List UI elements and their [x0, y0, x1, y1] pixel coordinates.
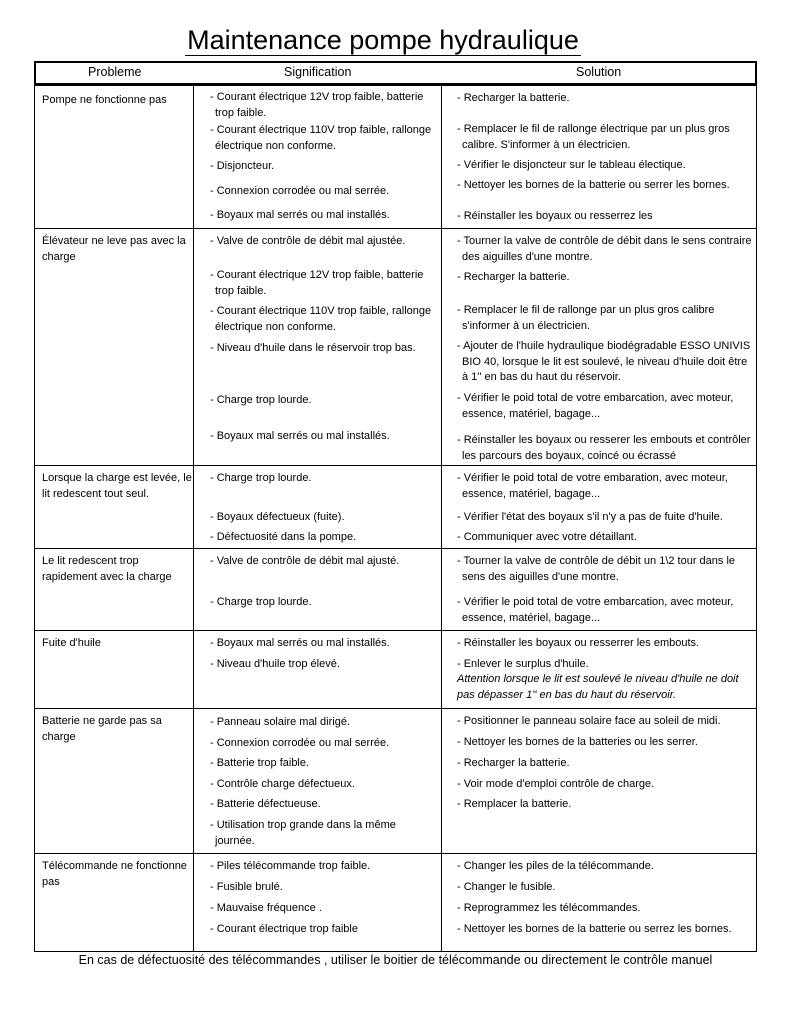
cause-item: - Utilisation trop grande dans la même journée. [210, 819, 396, 847]
cause-item: - Courant électrique 110V trop faible, rallonge électrique non conforme. [210, 305, 432, 333]
solution-item: - Recharger la batterie. [457, 757, 570, 769]
table-row [34, 630, 757, 708]
solution-item: - Remplacer la batterie. [457, 798, 572, 810]
solution-item: - Vérifier le disjoncteur sur le tableau électique. [457, 159, 686, 171]
cause-item: - Connexion corrodée ou mal serrée. [210, 185, 390, 197]
solution-item: - Voir mode d'emploi contrôle de charge. [457, 778, 655, 790]
cause-item: - Boyaux mal serrés ou mal installés. [210, 637, 390, 649]
solution-item: - Changer les piles de la télécommande. [457, 860, 654, 872]
header-meaning: Signification [284, 65, 352, 79]
cause-item: - Panneau solaire mal dirigé. [210, 716, 351, 728]
cause-item: - Contrôle charge défectueux. [210, 778, 355, 790]
solution-item: - Tourner la valve de contrôle de débit dans le sens contraire des aiguilles d'une montre. [457, 235, 752, 263]
solution-item: - Réinstaller les boyaux ou resserrez les [457, 210, 653, 222]
cause-item: - Boyaux mal serrés ou mal installés. [210, 430, 390, 442]
table-row [34, 85, 757, 228]
solution-item: - Nettoyer les bornes de la batteries ou les serrer. [457, 736, 698, 748]
cause-item: - Batterie défectueuse. [210, 798, 321, 810]
solution-item: - Changer le fusible. [457, 881, 556, 893]
cause-item: - Connexion corrodée ou mal serrée. [210, 737, 390, 749]
cause-item: - Valve de contrôle de débit mal ajustée. [210, 235, 406, 247]
cause-item: - Défectuosité dans la pompe. [210, 531, 357, 543]
solution-item: - Enlever le surplus d'huile. [457, 658, 589, 670]
solution-item: - Tourner la valve de contrôle de débit un 1\2 tour dans le sens des aiguilles d'une montre. [457, 555, 736, 583]
header-problem: Probleme [88, 65, 142, 79]
maintenance-table [34, 85, 757, 952]
header-solution: Solution [576, 65, 622, 79]
problem-cell: Fuite d'huile [42, 637, 101, 649]
problem-cell: Pompe ne fonctionne pas [42, 94, 167, 106]
solution-item: - Ajouter de l'huile hydraulique biodégradable ESSO UNIVIS BIO 40, lorsque le lit est soulevé, le niveau d'huile doit être à 1'' en bas du haut du réservoir. [457, 340, 751, 383]
solution-item: - Nettoyer les bornes de la batterie ou serrez les bornes. [457, 923, 732, 935]
solution-item: - Recharger la batterie. [457, 92, 570, 104]
problem-cell: Batterie ne garde pas sa charge [42, 715, 162, 743]
cause-item: - Batterie trop faible. [210, 757, 310, 769]
cause-item: - Valve de contrôle de débit mal ajusté. [210, 555, 400, 567]
solution-item: - Communiquer avec votre détaillant. [457, 531, 637, 543]
problem-cell: Le lit redescent trop rapidement avec la charge [42, 555, 172, 583]
cause-item: - Mauvaise fréquence . [210, 902, 322, 914]
footer-note: En cas de défectuosité des télécommandes , utiliser le boitier de télécommande ou directement le contrôle manuel [78, 953, 713, 967]
solution-item: - Nettoyer les bornes de la batterie ou serrer les bornes. [457, 179, 730, 191]
solution-item: - Réinstaller les boyaux ou resserrer les embouts. [457, 637, 700, 649]
solution-item: - Vérifier le poid total de votre embaration, avec moteur, essence, matériel, bagage... [457, 472, 728, 500]
solution-item: - Positionner le panneau solaire face au soleil de midi. [457, 715, 721, 727]
warning-note: Attention lorsque le lit est soulevé le niveau d'huile ne doit pas dépasser 1'' en bas du haut du réservoir. [457, 673, 739, 701]
cause-item: - Charge trop lourde. [210, 394, 312, 406]
page-title: Maintenance pompe hydraulique [187, 25, 579, 55]
solution-item: - Remplacer le fil de rallonge électrique par un plus gros calibre. S'informer à un électricien. [457, 123, 730, 151]
cause-item: - Charge trop lourde. [210, 472, 312, 484]
problem-cell: Lorsque la charge est levée, le lit redescent tout seul. [42, 472, 192, 500]
solution-item: - Reprogrammez les télécommandes. [457, 902, 641, 914]
table-row [34, 465, 757, 548]
cause-item: - Boyaux défectueux (fuite). [210, 511, 345, 523]
cause-item: - Niveau d'huile dans le réservoir trop bas. [210, 342, 416, 354]
cause-item: - Courant électrique 110V trop faible, rallonge électrique non conforme. [210, 124, 432, 152]
table-row [34, 708, 757, 853]
cause-item: - Courant électrique 12V trop faible, batterie trop faible. [210, 269, 424, 297]
problem-cell: Élévateur ne leve pas avec la charge [42, 235, 186, 263]
cause-item: - Courant électrique trop faible [210, 923, 358, 935]
cause-item: - Charge trop lourde. [210, 596, 312, 608]
solution-item: - Remplacer le fil de rallonge par un plus gros calibre s'informer à un électricien. [457, 304, 715, 332]
cause-item: - Disjoncteur. [210, 160, 275, 172]
table-row [34, 548, 757, 630]
problem-cell: Télécommande ne fonctionne pas [42, 860, 187, 888]
cause-item: - Fusible brulé. [210, 881, 283, 893]
table-row [34, 853, 757, 952]
cause-item: - Piles télécommande trop faible. [210, 860, 371, 872]
cause-item: - Boyaux mal serrés ou mal installés. [210, 209, 390, 221]
solution-item: - Vérifier l'état des boyaux s'il n'y a pas de fuite d'huile. [457, 511, 723, 523]
cause-item: - Courant électrique 12V trop faible, batterie trop faible. [210, 91, 424, 119]
solution-item: - Vérifier le poid total de votre embarcation, avec moteur, essence, matériel, bagage... [457, 596, 734, 624]
solution-item: - Vérifier le poid total de votre embarcation, avec moteur, essence, matériel, bagage... [457, 392, 734, 420]
table-row [34, 228, 757, 465]
solution-item: - Recharger la batterie. [457, 271, 570, 283]
cause-item: - Niveau d'huile trop élevé. [210, 658, 340, 670]
table-header [34, 61, 757, 85]
solution-item: - Réinstaller les boyaux ou resserer les embouts et contrôler les parcours des boyaux, coincé ou écrassé [457, 434, 751, 462]
